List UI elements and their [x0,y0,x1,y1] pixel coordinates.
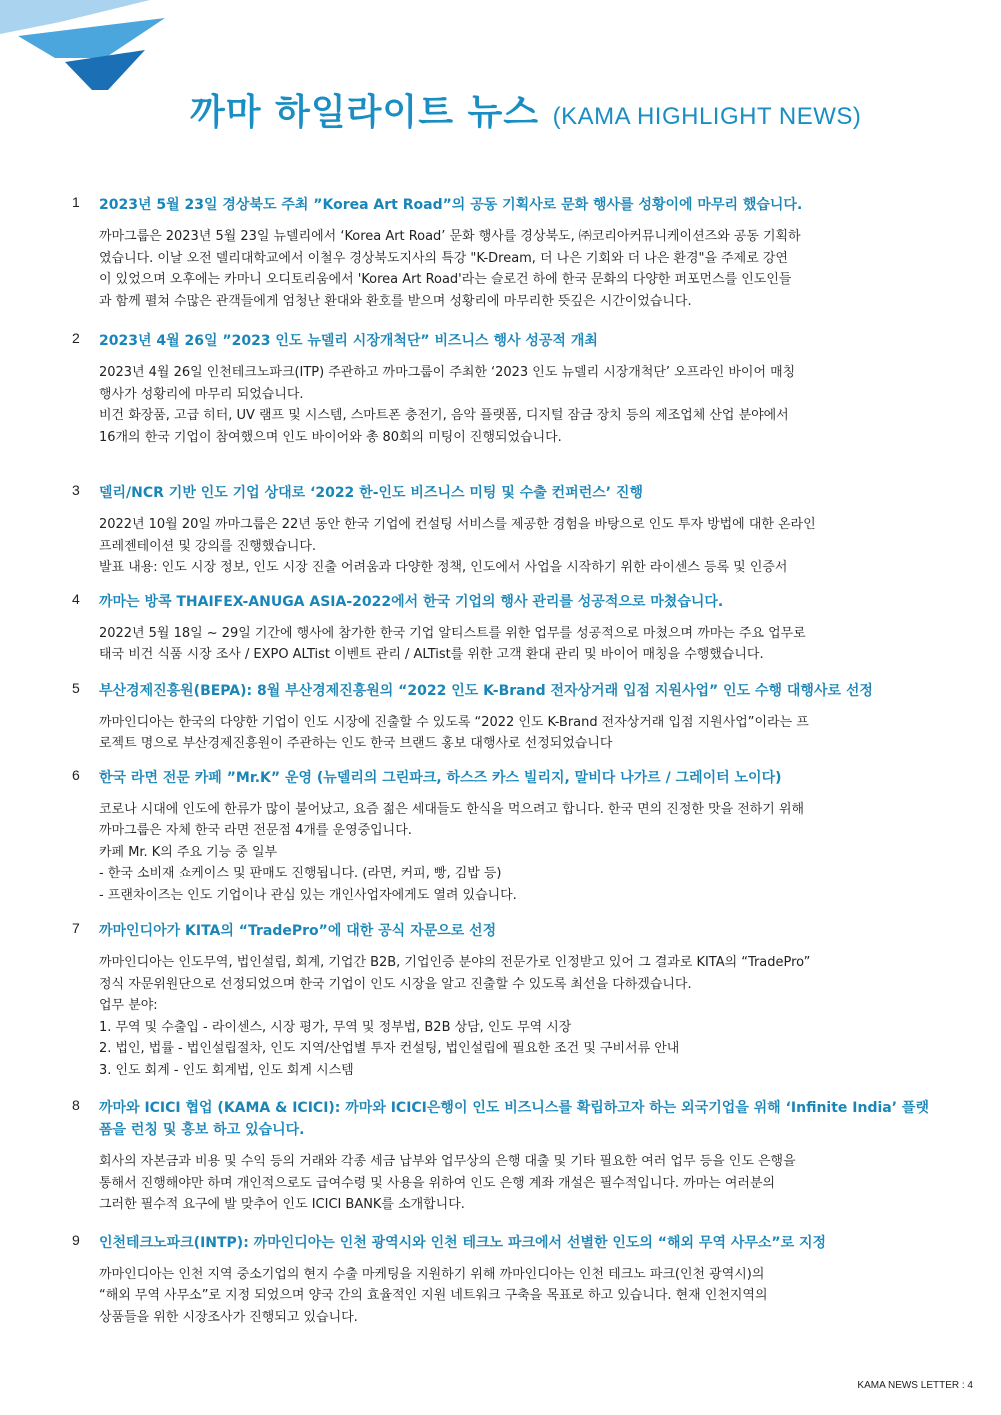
news-item-body-line: 2022년 10월 20일 까마그룹은 22년 동안 한국 기업에 컨설팅 서비스를 제공한 경험을 바탕으로 인도 투자 방법에 대한 온라인 [99,517,816,532]
news-item-body-line: 이 있었으며 오후에는 카마니 오디토리움에서 'Korea Art Road'라는 슬로건 하에 한국 문화의 다양한 퍼포먼스를 인도인들 [99,272,792,287]
news-item-body-line: 16개의 한국 기업이 참여했으며 인도 바이어와 총 80회의 미팅이 진행되었습니다. [99,429,562,445]
news-item-body-line: 통해서 진행해야만 하며 개인적으로도 급여수령 및 사용을 위하여 인도 은행 계좌 개설은 필수적입니다. 까마는 여러분의 [99,1175,776,1191]
news-item-body-line: 코로나 시대에 인도에 한류가 많이 불어났고, 요즘 젊은 세대들도 한식을 먹으려고 합니다. 한국 면의 진정한 맛을 전하기 위해 [99,801,805,817]
news-item-body-line: 였습니다. 이날 오전 델리대학교에서 이철우 경상북도지사의 특강 "K-Dream, 더 나은 기회와 더 나은 환경"을 주제로 강연 [99,250,788,266]
news-item-number: 9 [72,1231,80,1248]
news-item-number: 4 [72,590,80,607]
page-title [190,84,990,135]
news-item-number: 6 [72,766,80,783]
title-korean: 까마 하일라이트 뉴스 [190,92,540,133]
news-item-title: 2023년 4월 26일 ”2023 인도 뉴델리 시장개척단” 비즈니스 행사 성공적 개최 [99,333,598,349]
news-item [72,1232,930,1329]
news-item [72,1097,930,1216]
news-item-title: 한국 라면 전문 카페 ”Mr.K” 운영 (뉴델리의 그린파크, 하스즈 카스 빌리지, 말비다 나가르 / 그레이터 노이다) [99,769,782,786]
news-item-body-line: 카페 Mr. K의 주요 기능 중 일부 [99,844,278,860]
news-item [72,591,930,666]
news-item-body-line: 1. 무역 및 수출입 - 라이센스, 시장 평가, 무역 및 정부법, B2B 상담, 인도 무역 시장 [99,1019,572,1035]
news-item-title: 까마인디아가 KITA의 “TradePro”에 대한 공식 자문으로 선정 [99,923,497,939]
news-item-body-line: 2022년 5월 18일 ~ 29일 기간에 행사에 참가한 한국 기업 알티스트를 위한 업무를 성공적으로 마쳤으며 까마는 주요 업무로 [99,625,806,641]
news-item-body-line: 3. 인도 회계 - 인도 회계법, 인도 회계 시스템 [99,1062,354,1078]
news-item-number: 1 [72,194,80,210]
news-item [72,330,930,448]
news-item-body-line: 로젝트 명으로 부산경제진흥원이 주관하는 인도 한국 브랜드 홍보 대행사로 선정되었습니다 [99,736,613,751]
news-item [72,194,930,312]
news-item-body-line: 비건 화장품, 고급 히터, UV 램프 및 시스템, 스마트폰 충전기, 음악 플랫폼, 디지털 잠금 장치 등의 제조업체 산업 분야에서 [99,408,789,423]
news-item [72,767,930,907]
news-item-body-line: - 한국 소비재 쇼케이스 및 판매도 진행됩니다. (라면, 커피, 빵, 김밥 등) [99,866,502,881]
news-item-body-line: 과 함께 펼쳐 수많은 관객들에게 엄청난 환대와 환호를 받으며 성황리에 마무리한 뜻깊은 시간이었습니다. [99,293,692,309]
page-footer: KAMA NEWS LETTER : 4 [857,1380,973,1391]
news-item-title: 까마는 방콕 THAIFEX-ANUGA ASIA-2022에서 한국 기업의 행사 관리를 성공적으로 마쳤습니다. [99,593,724,610]
news-item-title: 까마와 ICICI 협업 (KAMA & ICICI): 까마와 ICICI은행이 인도 비즈니스를 확립하고자 하는 외국기업을 위해 ‘Infinite India’ 플랫폼을 런칭 및 홍보 하고 있습니다. [99,1100,929,1138]
news-item-body-line: 까마인디아는 인도무역, 법인설립, 회계, 기업간 B2B, 기업인증 분야의 전문가로 인정받고 있어 그 결과로 KITA의 “TradePro” [99,955,811,970]
news-item-number: 8 [72,1097,80,1113]
news-item-number: 5 [72,679,80,696]
news-item-body-line: 2. 법인, 법률 - 법인설립절차, 인도 지역/산업별 투자 컨설팅, 법인설립에 필요한 조건 및 구비서류 안내 [99,1041,680,1056]
news-item-body-line: 회사의 자본금과 비용 및 수익 등의 거래와 각종 세금 납부와 업무상의 은행 대출 및 기타 필요한 여러 업무 등을 인도 은행을 [99,1154,796,1169]
news-item-title: 델리/NCR 기반 인도 기업 상대로 ‘2022 한-인도 비즈니스 미팅 및 수출 컨퍼런스’ 진행 [99,485,643,501]
news-list [72,194,930,1328]
news-item-body-line: 상품들을 위한 시장조사가 진행되고 있습니다. [99,1309,358,1325]
news-item-number: 3 [72,482,80,498]
news-item [72,680,930,755]
news-item-body-line: 행사가 성황리에 마무리 되었습니다. [99,386,304,402]
news-item-body-line: “해외 무역 사무소”로 지정 되었으며 양국 간의 효율적인 지원 네트워크 구축을 목표로 하고 있습니다. 현재 인천지역의 [99,1288,768,1303]
news-item [72,482,930,579]
news-item-number: 7 [72,920,80,936]
news-item-body-line: 발표 내용: 인도 시장 정보, 인도 시장 진출 어려움과 다양한 정책, 인도에서 사업을 시작하기 위한 라이센스 등록 및 인증서 [99,560,788,575]
news-item-title: 인천테크노파크(INTP): 까마인디아는 인천 광역시와 인천 테크노 파크에서 선별한 인도의 “해외 무역 사무소”로 지정 [99,1234,827,1251]
news-item-title: 부산경제진흥원(BEPA): 8월 부산경제진흥원의 “2022 인도 K-Brand 전자상거래 입점 지원사업” 인도 수행 대행사로 선정 [99,682,873,699]
news-item-body-line: 까마인디아는 인천 지역 중소기업의 현지 수출 마케팅을 지원하기 위해 까마인디아는 인천 테크노 파크(인천 광역시)의 [99,1266,765,1282]
news-item-body-line: 2023년 4월 26일 인천테크노파크(ITP) 주관하고 까마그룹이 주최한 ‘2023 인도 뉴델리 시장개척단’ 오프라인 바이어 매칭 [99,365,796,380]
news-item-body-line: - 프랜차이즈는 인도 기업이나 관심 있는 개인사업자에게도 열려 있습니다. [99,887,517,903]
news-item-body-line: 정식 자문위원단으로 선정되었으며 한국 기업이 인도 시장을 알고 진출할 수 있도록 최선을 다하겠습니다. [99,976,692,992]
header-decoration [0,0,170,90]
news-item-body-line: 프레젠테이션 및 강의를 진행했습니다. [99,538,317,554]
news-item-body-line: 까마그룹은 자체 한국 라면 전문점 4개를 운영중입니다. [99,823,412,838]
news-item-body-line: 태국 비건 식품 시장 조사 / EXPO ALTist 이벤트 관리 / ALTist를 위한 고객 환대 관리 및 바이어 매칭을 수행했습니다. [99,647,764,662]
news-item-body-line: 까마그룹은 2023년 5월 23일 뉴델리에서 ‘Korea Art Road’ 문화 행사를 경상북도, ㈜코리아커뮤니케이션즈와 공동 기획하 [99,229,801,244]
news-item-body-line: 그러한 필수적 요구에 발 맞추어 인도 ICICI BANK를 소개합니다. [99,1197,465,1212]
news-item-body-line: 까마인디아는 한국의 다양한 기업이 인도 시장에 진출할 수 있도록 “2022 인도 K-Brand 전자상거래 입점 지원사업”이라는 프 [99,714,809,730]
title-english: (KAMA HIGHLIGHT NEWS) [552,103,862,130]
news-item [72,920,930,1081]
news-item-number: 2 [72,330,80,346]
news-item-title: 2023년 5월 23일 경상북도 주최 ”Korea Art Road”의 공동 기획사로 문화 행사를 성황이에 마무리 했습니다. [99,197,803,213]
news-item-body-line: 업무 분야: [99,998,158,1013]
